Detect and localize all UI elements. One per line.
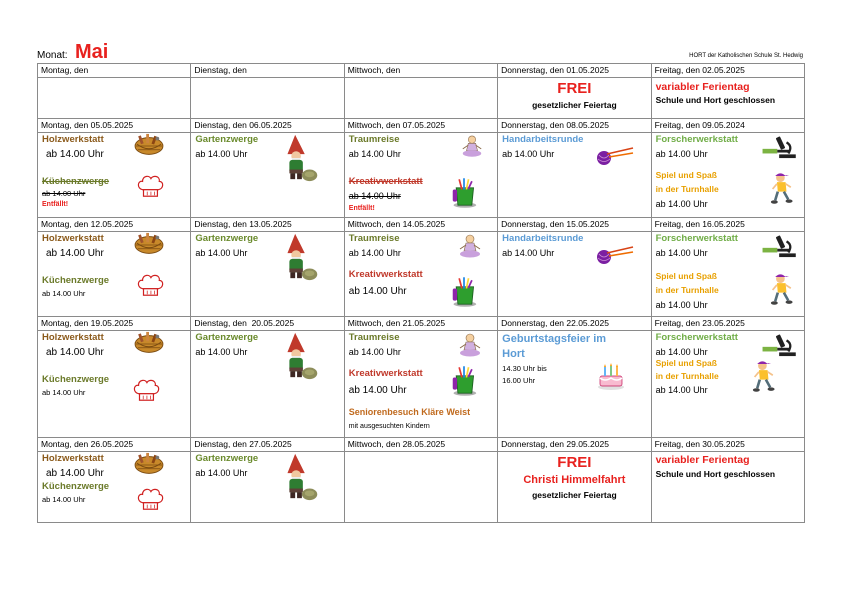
day-cell — [344, 331, 497, 438]
activity-time: ab 14.00 Uhr — [42, 388, 86, 397]
activity-title: Küchenzwerge — [42, 176, 110, 187]
craft-supplies-icon — [451, 276, 477, 308]
meditation-icon — [460, 135, 484, 159]
activity-time: ab 14.00 Uhr — [655, 300, 708, 310]
activity-time: ab 14.00 Uhr — [42, 495, 86, 504]
date-cell: Montag, den 26.05.2025 — [38, 438, 191, 452]
date-cell: Donnerstag, den 01.05.2025 — [498, 64, 651, 78]
week-3-content — [38, 232, 805, 317]
day-cell — [651, 232, 804, 317]
chef-hat-icon — [132, 377, 160, 403]
garden-gnome-icon — [279, 232, 319, 282]
activity-time: ab 14.00 Uhr — [655, 385, 708, 395]
day-cell — [651, 331, 804, 438]
date-cell: Mittwoch, den — [344, 64, 497, 78]
activity-title: Traumreise — [348, 233, 400, 244]
basket-icon — [133, 133, 165, 159]
running-child-icon — [770, 171, 796, 207]
activity-title: Forscherwerkstatt — [655, 332, 738, 343]
date-cell: Dienstag, den — [191, 64, 344, 78]
yarn-icon — [595, 244, 635, 266]
chef-hat-icon — [136, 173, 164, 199]
chef-hat-icon — [136, 272, 164, 298]
activity-note: mit ausgesuchten Kindern — [348, 423, 430, 430]
craft-supplies-icon — [451, 365, 477, 397]
day-cell — [344, 232, 497, 317]
basket-icon — [133, 331, 165, 357]
frei-label: FREI — [557, 80, 592, 97]
activity-time: 14.30 Uhr bis — [502, 364, 547, 373]
week-1-dates — [38, 64, 805, 78]
meditation-icon — [457, 234, 483, 260]
month-label: Monat: — [37, 50, 68, 61]
activity-title: Kreativwerkstatt — [348, 368, 423, 379]
activity-time: ab 14.00 Uhr — [502, 248, 555, 258]
activity-time: ab 14.00 Uhr — [195, 248, 248, 258]
activity-title: in der Turnhalle — [655, 285, 719, 295]
ferientag-label: variabler Ferientag — [655, 81, 750, 93]
activity-title: Traumreise — [348, 332, 400, 343]
date-cell: Mittwoch, den 07.05.2025 — [344, 119, 497, 133]
activity-title: Gartenzwerge — [195, 453, 259, 464]
microscope-icon — [762, 234, 800, 258]
week-2-dates — [38, 119, 805, 133]
running-child-icon — [752, 359, 778, 395]
activity-title: Traumreise — [348, 134, 400, 145]
date-cell: Freitag, den 30.05.2025 — [651, 438, 804, 452]
day-cell-holiday — [498, 452, 651, 523]
closed-label: Schule und Hort geschlossen — [655, 469, 776, 479]
activity-title: Küchenzwerge — [42, 481, 110, 492]
day-cell — [191, 232, 344, 317]
microscope-icon — [762, 333, 800, 357]
activity-time: ab 14.00 Uhr — [655, 248, 708, 258]
activity-time: ab 14.00 Uhr — [348, 385, 407, 396]
basket-icon — [133, 232, 165, 258]
activity-title: in der Turnhalle — [655, 184, 719, 194]
activity-title: Handarbeitsrunde — [502, 134, 584, 145]
activity-title: Kreativwerkstatt — [348, 176, 423, 187]
school-name: HORT der Katholischen Schule St. Hedwig — [689, 53, 803, 59]
day-cell-closed — [651, 452, 804, 523]
garden-gnome-icon — [279, 331, 319, 381]
activity-time: ab 14.00 Uhr — [46, 149, 104, 160]
activity-title: Küchenzwerge — [42, 275, 110, 286]
day-cell-closed — [651, 78, 804, 119]
activity-title: in der Turnhalle — [655, 371, 719, 381]
activity-title: Spiel und Spaß — [655, 170, 717, 180]
activity-title: Forscherwerkstatt — [655, 134, 738, 145]
date-cell: Donnerstag, den 22.05.2025 — [498, 317, 651, 331]
activity-title: Spiel und Spaß — [655, 358, 717, 368]
day-cell-empty — [38, 78, 191, 119]
activity-time: ab 14.00 Uhr — [655, 149, 708, 159]
day-cell-empty — [344, 78, 497, 119]
holiday-label: gesetzlicher Feiertag — [532, 100, 617, 110]
activity-title: Holzwerkstatt — [42, 453, 104, 464]
birthday-cake-icon — [596, 361, 626, 391]
activity-title: Holzwerkstatt — [42, 332, 104, 343]
day-cell — [191, 452, 344, 523]
ferientag-label: variabler Ferientag — [655, 454, 750, 466]
activity-title: Handarbeitsrunde — [502, 233, 584, 244]
day-cell — [498, 331, 651, 438]
date-cell: Donnerstag, den 08.05.2025 — [498, 119, 651, 133]
activity-title: Seniorenbesuch Kläre Weist — [348, 407, 471, 417]
activity-time: 16.00 Uhr — [502, 376, 536, 385]
day-cell — [344, 133, 497, 218]
date-cell: Mittwoch, den 28.05.2025 — [344, 438, 497, 452]
meditation-icon — [457, 333, 483, 359]
date-cell: Montag, den — [38, 64, 191, 78]
cancelled-note: Entfällt! — [348, 205, 375, 212]
week-1-content — [38, 78, 805, 119]
frei-label: FREI — [557, 454, 592, 471]
date-cell: Dienstag, den 27.05.2025 — [191, 438, 344, 452]
holiday-name: Christi Himmelfahrt — [523, 474, 626, 486]
week-3-dates — [38, 218, 805, 232]
microscope-icon — [762, 135, 800, 159]
week-5-content — [38, 452, 805, 523]
activity-time: ab 14.00 Uhr — [348, 347, 401, 357]
activity-title: Gartenzwerge — [195, 233, 259, 244]
activity-time: ab 14.00 Uhr — [46, 248, 104, 259]
garden-gnome-icon — [279, 133, 319, 183]
day-cell-holiday — [498, 78, 651, 119]
activity-time: ab 14.00 Uhr — [348, 286, 407, 297]
day-cell — [38, 232, 191, 317]
activity-time: ab 14.00 Uhr — [348, 248, 401, 258]
closed-label: Schule und Hort geschlossen — [655, 95, 776, 105]
day-cell — [191, 133, 344, 218]
date-cell: Montag, den 05.05.2025 — [38, 119, 191, 133]
date-cell: Dienstag, den 06.05.2025 — [191, 119, 344, 133]
week-4-dates — [38, 317, 805, 331]
date-cell: Dienstag, den 13.05.2025 — [191, 218, 344, 232]
activity-title: Gartenzwerge — [195, 332, 259, 343]
activity-time: ab 14.00 Uhr — [46, 347, 104, 358]
activity-title: Küchenzwerge — [42, 374, 110, 385]
activity-time: ab 14.00 Uhr — [502, 149, 555, 159]
activity-time: ab 14.00 Uhr — [348, 149, 401, 159]
day-cell-empty — [344, 452, 497, 523]
activity-title: Geburtstagsfeier im — [502, 333, 607, 345]
activity-time: ab 14.00 Uhr — [195, 468, 248, 478]
page-header — [37, 38, 805, 64]
date-cell: Dienstag, den 20.05.2025 — [191, 317, 344, 331]
craft-supplies-icon — [451, 177, 477, 209]
activity-time: ab 14.00 Uhr — [42, 289, 86, 298]
holiday-label: gesetzlicher Feiertag — [532, 490, 617, 500]
date-cell: Mittwoch, den 21.05.2025 — [344, 317, 497, 331]
date-cell: Freitag, den 16.05.2025 — [651, 218, 804, 232]
activity-time: ab 14.00 Uhr — [655, 199, 708, 209]
day-cell — [191, 331, 344, 438]
basket-icon — [133, 452, 165, 478]
day-cell — [38, 133, 191, 218]
activity-time: ab 14.00 Uhr — [42, 189, 86, 198]
activity-time: ab 14.00 Uhr — [348, 191, 401, 201]
activity-title: Holzwerkstatt — [42, 134, 104, 145]
cancelled-note: Entfällt! — [42, 201, 69, 208]
date-cell: Freitag, den 23.05.2025 — [651, 317, 804, 331]
activity-title: Holzwerkstatt — [42, 233, 104, 244]
activity-title: Forscherwerkstatt — [655, 233, 738, 244]
date-cell: Donnerstag, den 29.05.2025 — [498, 438, 651, 452]
activity-title: Gartenzwerge — [195, 134, 259, 145]
day-cell — [498, 133, 651, 218]
day-cell-empty — [191, 78, 344, 119]
activity-title: Hort — [502, 348, 525, 360]
activity-title: Spiel und Spaß — [655, 271, 717, 281]
date-cell: Mittwoch, den 14.05.2025 — [344, 218, 497, 232]
date-cell: Freitag, den 02.05.2025 — [651, 64, 804, 78]
week-2-content — [38, 133, 805, 218]
running-child-icon — [770, 272, 796, 308]
day-cell — [38, 452, 191, 523]
date-cell: Freitag, den 09.05.2024 — [651, 119, 804, 133]
date-cell: Montag, den 12.05.2025 — [38, 218, 191, 232]
day-cell — [498, 232, 651, 317]
yarn-icon — [595, 145, 635, 167]
month-calendar — [37, 63, 805, 523]
week-4-content — [38, 331, 805, 438]
activity-time: ab 14.00 Uhr — [195, 347, 248, 357]
activity-time: ab 14.00 Uhr — [46, 468, 104, 479]
day-cell — [38, 331, 191, 438]
date-cell: Donnerstag, den 15.05.2025 — [498, 218, 651, 232]
activity-time: ab 14.00 Uhr — [655, 347, 708, 357]
activity-title: Kreativwerkstatt — [348, 269, 423, 280]
activity-time: ab 14.00 Uhr — [195, 149, 248, 159]
month-value: Mai — [75, 41, 109, 63]
date-cell: Montag, den 19.05.2025 — [38, 317, 191, 331]
chef-hat-icon — [136, 486, 164, 512]
week-5-dates — [38, 438, 805, 452]
garden-gnome-icon — [279, 452, 319, 502]
day-cell — [651, 133, 804, 218]
